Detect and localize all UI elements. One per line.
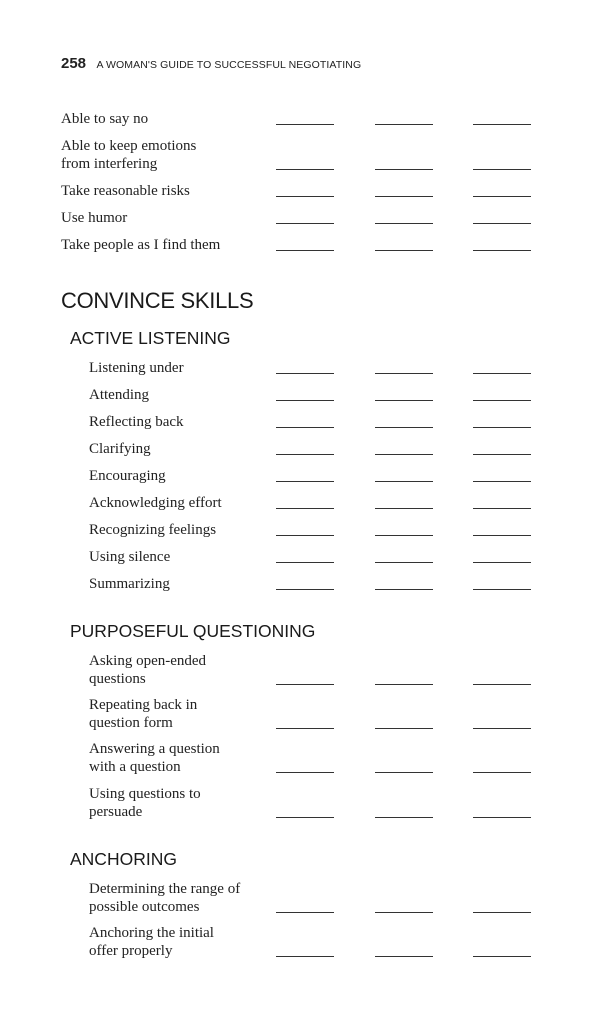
blank-rating-line[interactable] <box>276 250 334 251</box>
blank-rating-line[interactable] <box>473 508 531 509</box>
blank-rating-line[interactable] <box>473 196 531 197</box>
running-header <box>61 55 361 73</box>
blank-rating-line[interactable] <box>375 956 433 957</box>
blank-rating-line[interactable] <box>276 427 334 428</box>
blank-rating-line[interactable] <box>473 912 531 913</box>
checklist-item-label: Reflecting back <box>89 414 184 430</box>
blank-rating-line[interactable] <box>276 817 334 818</box>
blank-rating-line[interactable] <box>473 454 531 455</box>
blank-rating-line[interactable] <box>276 912 334 913</box>
checklist-item-label: Clarifying <box>89 441 151 457</box>
section-title: CONVINCE SKILLS <box>61 288 254 313</box>
checklist-item-label: Acknowledging effort <box>89 495 222 511</box>
blank-rating-line[interactable] <box>276 562 334 563</box>
blank-rating-line[interactable] <box>375 454 433 455</box>
blank-rating-line[interactable] <box>276 772 334 773</box>
blank-rating-line[interactable] <box>473 223 531 224</box>
blank-rating-line[interactable] <box>473 817 531 818</box>
blank-rating-line[interactable] <box>473 373 531 374</box>
blank-rating-line[interactable] <box>375 400 433 401</box>
blank-rating-line[interactable] <box>375 427 433 428</box>
checklist-item-label: Summarizing <box>89 576 170 592</box>
blank-rating-line[interactable] <box>375 589 433 590</box>
blank-rating-line[interactable] <box>375 562 433 563</box>
checklist-item-label: Use humor <box>61 210 128 226</box>
checklist-item-label: Using questions to persuade <box>89 786 201 820</box>
blank-rating-line[interactable] <box>276 684 334 685</box>
blank-rating-line[interactable] <box>473 124 531 125</box>
checklist-item-label: Repeating back in question form <box>89 697 198 731</box>
blank-rating-line[interactable] <box>276 589 334 590</box>
blank-rating-line[interactable] <box>276 481 334 482</box>
checklist-item-label: Able to say no <box>61 111 149 127</box>
blank-rating-line[interactable] <box>375 508 433 509</box>
checklist-item-label: Take people as I find them <box>61 237 221 253</box>
blank-rating-line[interactable] <box>276 956 334 957</box>
blank-rating-line[interactable] <box>375 684 433 685</box>
heading-active-listening: ACTIVE LISTENING <box>70 328 231 348</box>
blank-rating-line[interactable] <box>375 250 433 251</box>
blank-rating-line[interactable] <box>375 772 433 773</box>
checklist-item-label: Recognizing feelings <box>89 522 217 538</box>
blank-rating-line[interactable] <box>375 535 433 536</box>
blank-rating-line[interactable] <box>375 912 433 913</box>
blank-rating-line[interactable] <box>276 535 334 536</box>
blank-rating-line[interactable] <box>375 223 433 224</box>
checklist-item-label: Determining the range of possible outcomes <box>89 881 241 915</box>
blank-rating-line[interactable] <box>473 481 531 482</box>
checklist-item-label: Listening under <box>89 360 184 376</box>
checklist-item-label: Attending <box>89 387 149 403</box>
blank-rating-line[interactable] <box>375 196 433 197</box>
blank-rating-line[interactable] <box>473 400 531 401</box>
blank-rating-line[interactable] <box>473 169 531 170</box>
blank-rating-line[interactable] <box>375 481 433 482</box>
checklist-item-label: Take reasonable risks <box>61 183 190 199</box>
blank-rating-line[interactable] <box>276 124 334 125</box>
blank-rating-line[interactable] <box>276 169 334 170</box>
heading-anchoring: ANCHORING <box>70 849 177 869</box>
blank-rating-line[interactable] <box>473 535 531 536</box>
blank-rating-line[interactable] <box>276 508 334 509</box>
heading-purposeful-questioning: PURPOSEFUL QUESTIONING <box>70 621 316 641</box>
blank-rating-line[interactable] <box>473 956 531 957</box>
blank-rating-line[interactable] <box>276 728 334 729</box>
running-title: A WOMAN'S GUIDE TO SUCCESSFUL NEGOTIATING <box>96 59 362 71</box>
blank-rating-line[interactable] <box>473 684 531 685</box>
blank-rating-line[interactable] <box>375 817 433 818</box>
blank-rating-line[interactable] <box>375 124 433 125</box>
checklist-item-label: Asking open-ended questions <box>89 653 207 687</box>
checklist-item-label: Using silence <box>89 549 171 565</box>
blank-rating-line[interactable] <box>473 728 531 729</box>
checklist-item-label: Able to keep emotions from interfering <box>61 138 197 172</box>
blank-rating-line[interactable] <box>473 589 531 590</box>
checklist-item-label: Answering a question with a question <box>89 741 220 775</box>
blank-rating-line[interactable] <box>473 562 531 563</box>
checklist-item-label: Anchoring the initial offer properly <box>89 925 214 959</box>
blank-rating-line[interactable] <box>276 400 334 401</box>
blank-rating-line[interactable] <box>276 196 334 197</box>
checklist-item-label: Encouraging <box>89 468 166 484</box>
blank-rating-line[interactable] <box>375 169 433 170</box>
blank-rating-line[interactable] <box>276 223 334 224</box>
blank-rating-line[interactable] <box>375 373 433 374</box>
blank-rating-line[interactable] <box>473 772 531 773</box>
blank-rating-line[interactable] <box>276 373 334 374</box>
blank-rating-line[interactable] <box>473 427 531 428</box>
blank-rating-line[interactable] <box>473 250 531 251</box>
blank-rating-line[interactable] <box>276 454 334 455</box>
blank-rating-line[interactable] <box>375 728 433 729</box>
page-number: 258 <box>61 55 87 72</box>
